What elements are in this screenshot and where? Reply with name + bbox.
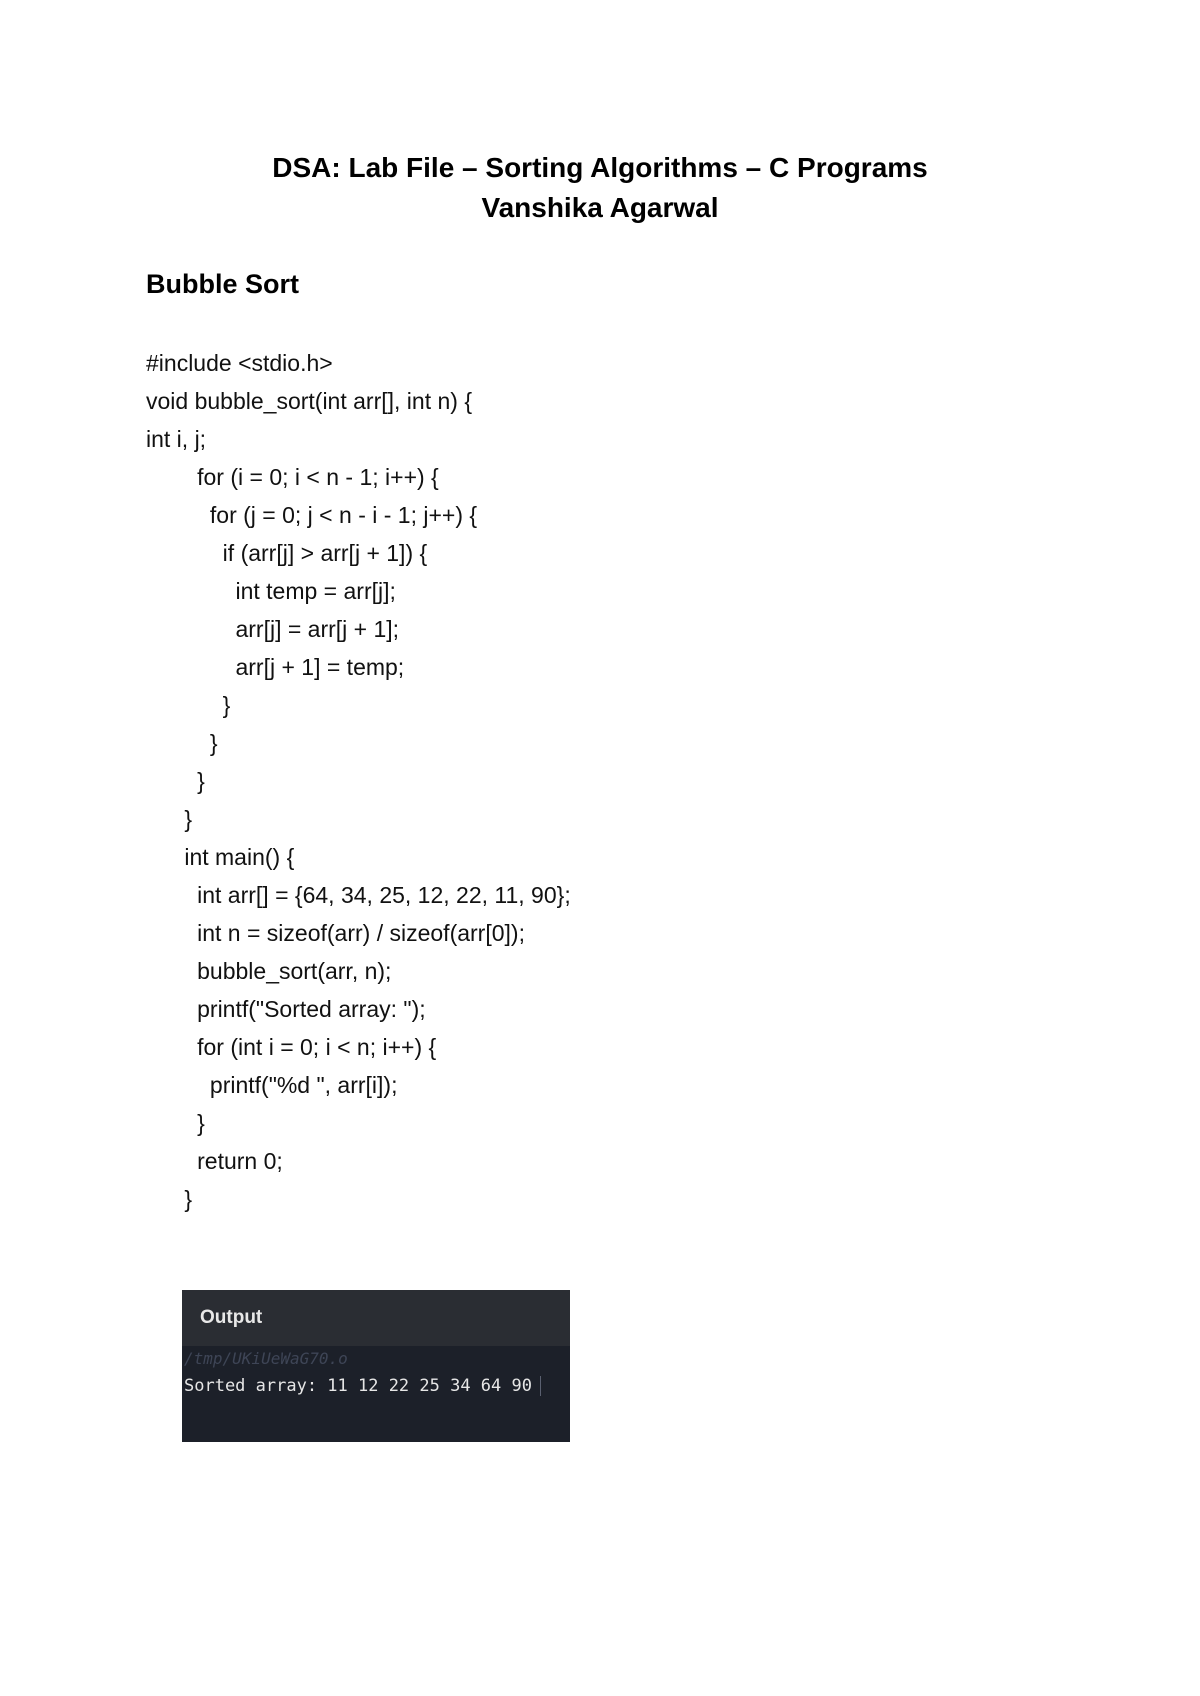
code-line: int arr[] = {64, 34, 25, 12, 22, 11, 90}; [146, 882, 571, 908]
code-line: } [146, 806, 193, 832]
code-line: } [146, 1110, 205, 1136]
document-title [0, 148, 1200, 228]
output-panel [182, 1290, 570, 1442]
code-line: int temp = arr[j]; [146, 578, 396, 604]
output-result-line [184, 1372, 570, 1400]
code-line: } [146, 692, 231, 718]
code-line: bubble_sort(arr, n); [146, 958, 392, 984]
code-line: int n = sizeof(arr) / sizeof(arr[0]); [146, 920, 525, 946]
cursor-icon [540, 1376, 541, 1396]
output-path: /tmp/UKiUeWaG70.o [184, 1349, 348, 1368]
code-line: return 0; [146, 1148, 283, 1174]
code-line: arr[j] = arr[j + 1]; [146, 616, 400, 642]
code-line: printf("Sorted array: "); [146, 996, 426, 1022]
code-line: #include <stdio.h> [146, 350, 333, 376]
output-body [182, 1346, 570, 1400]
code-line: printf("%d ", arr[i]); [146, 1072, 398, 1098]
title-line: DSA: Lab File – Sorting Algorithms – C Programs [272, 152, 928, 183]
code-line: for (i = 0; i < n - 1; i++) { [146, 464, 439, 490]
code-line: for (int i = 0; i < n; i++) { [146, 1034, 437, 1060]
code-line: arr[j + 1] = temp; [146, 654, 405, 680]
code-line: int i, j; [146, 426, 207, 452]
code-line: } [146, 768, 205, 794]
code-line: int main() { [146, 844, 295, 870]
code-line: for (j = 0; j < n - i - 1; j++) { [146, 502, 478, 528]
output-header: Output [182, 1290, 570, 1346]
section-heading: Bubble Sort [146, 269, 299, 299]
code-line: } [146, 730, 218, 756]
code-line: if (arr[j] > arr[j + 1]) { [146, 540, 428, 566]
author-name: Vanshika Agarwal [481, 192, 719, 223]
output-result: Sorted array: 11 12 22 25 34 64 90 [184, 1376, 532, 1396]
code-listing [146, 344, 571, 1218]
code-line: } [146, 1186, 193, 1212]
code-line: void bubble_sort(int arr[], int n) { [146, 388, 472, 414]
